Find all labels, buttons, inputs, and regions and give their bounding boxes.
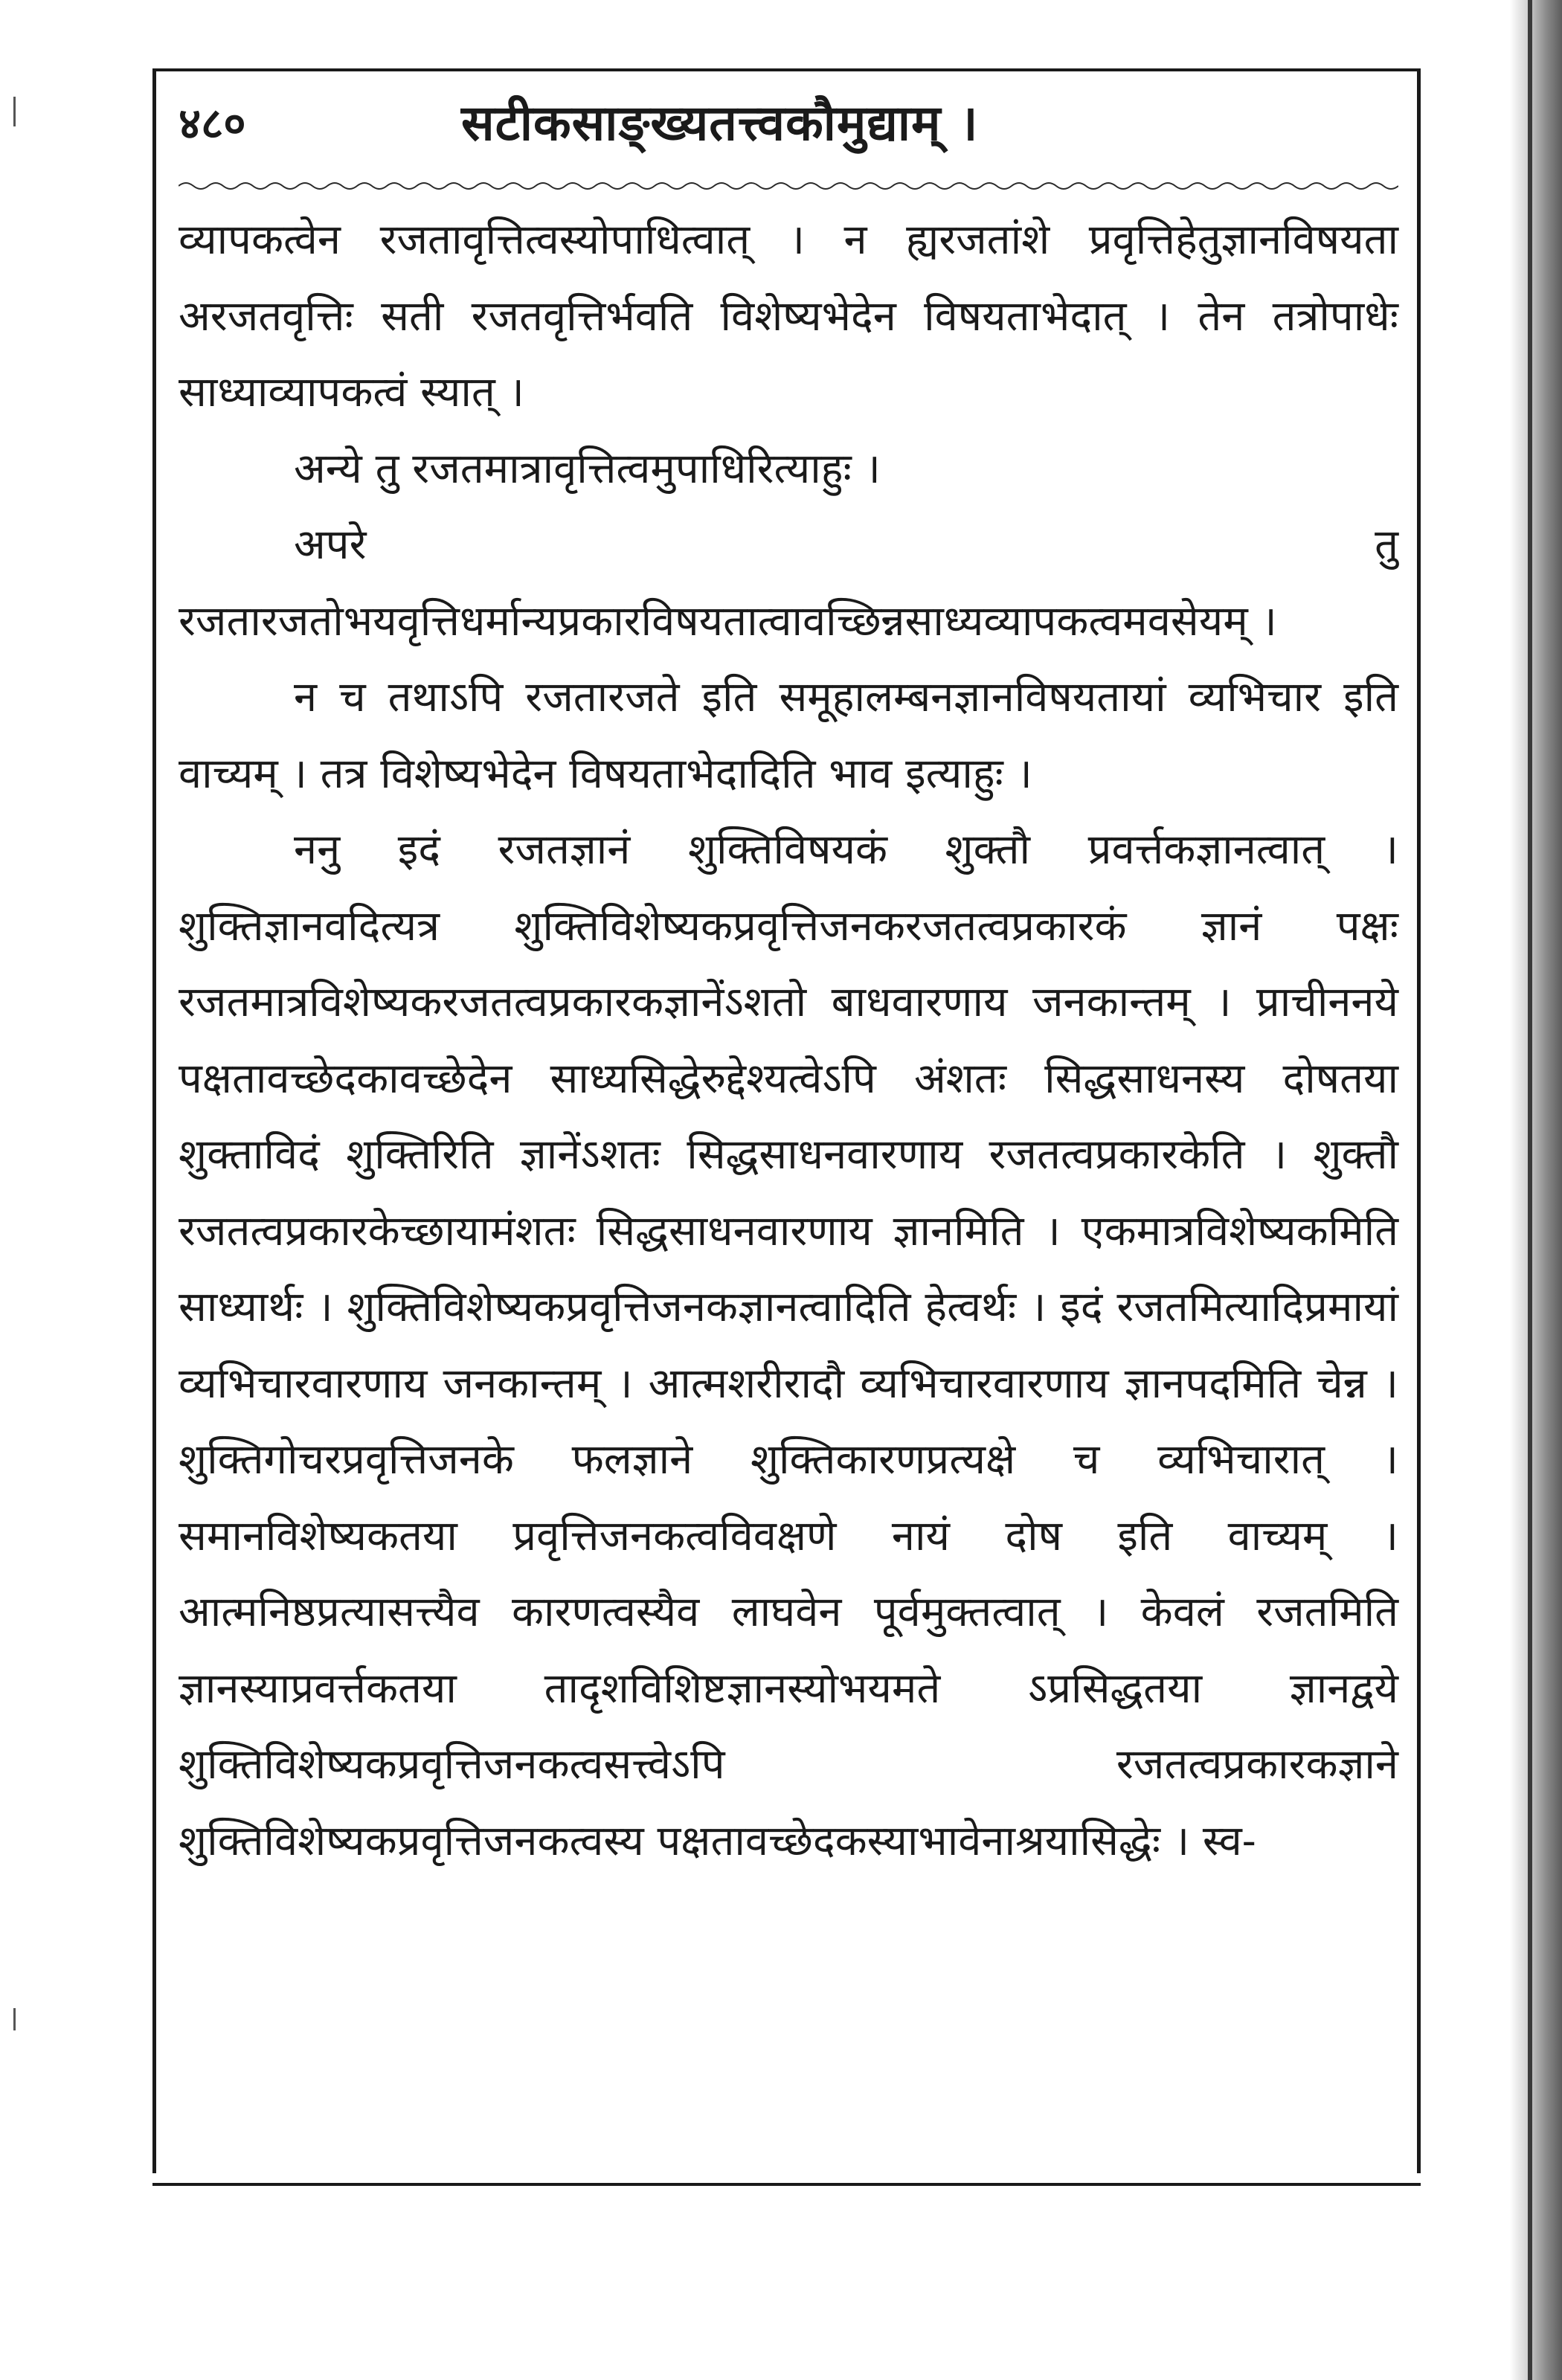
page-body: [179, 202, 1398, 1879]
page-header: [171, 88, 1398, 170]
page-bottom-rule: [152, 2183, 1421, 2186]
page-binding-edge: [1528, 0, 1532, 2380]
paragraph-5: ननु इदं रजतज्ञानं शुक्तिविषयकं शुक्तौ प्रवर्त्तकज्ञानत्वात् । शुक्तिज्ञानवदित्यत्र शुक्तिविशेष्यकप्रवृत्तिजनकरजतत्वप्रकारकं ज्ञानं पक्षः रजतमात्रविशेष्यकरजतत्वप्रकारकज्ञानेंऽशतो बाधवारणाय जनकान्तम् । प्राचीननये पक्षतावच्छेदकावच्छेदेन साध्यसिद्धेरुद्देश्यत्वेऽपि अंशतः सिद्धसाधनस्य दोषतया शुक्ताविदं शुक्तिरिति ज्ञानेंऽशतः सिद्धसाधनवारणाय रजतत्वप्रकारकेति । शुक्तौ रजतत्वप्रकारकेच्छायामंशतः सिद्धसाधनवारणाय ज्ञानमिति । एकमात्रविशेष्यकमिति साध्यार्थः । शुक्तिविशेष्यकप्रवृत्तिजनकज्ञानत्वादिति हेत्वर्थः । इदं रजतमित्यादिप्रमायां व्यभिचारवारणाय जनकान्तम् । आत्मशरीरादौ व्यभिचारवारणाय ज्ञानपदमिति चेन्न । शुक्तिगोचरप्रवृत्तिजनके फलज्ञाने शुक्तिकारणप्रत्यक्षे च व्यभिचारात् । समानविशेष्यकतया प्रवृत्तिजनकत्वविवक्षणे नायं दोष इति वाच्यम् । आत्मनिष्ठप्रत्यासत्त्यैव कारणत्वस्यैव लाघवेन पूर्वमुक्तत्वात् । केवलं रजतमिति ज्ञानस्याप्रवर्त्तकतया तादृशविशिष्टज्ञानस्योभयमते ऽप्रसिद्धतया ज्ञानद्वये शुक्तिविशेष्यकप्रवृत्तिजनकत्वसत्त्वेऽपि रजतत्वप्रकारकज्ञाने शुक्तिविशेष्यकप्रवृत्तिजनकत्वस्य पक्षतावच्छेदकस्याभावेनाश्रयासिद्धेः । स्व-: [179, 826, 1398, 1865]
page-binding-shadow: [1510, 0, 1562, 2380]
scan-mark: [13, 97, 16, 126]
running-title: सटीकसाङ्ख्यतत्त्वकौमुद्याम् ।: [461, 94, 979, 152]
page-number: ४८०: [179, 98, 246, 149]
paragraph-3: अपरे तु रजतारजतोभयवृत्तिधर्मान्यप्रकारविषयतात्वावच्छिन्नसाध्यव्यापकत्वमवसेयम् ।: [179, 521, 1398, 646]
header-wavy-rule: [179, 178, 1398, 193]
paragraph-4: न च तथाऽपि रजतारजते इति समूहालम्बनज्ञानविषयतायां व्यभिचार इति वाच्यम् । तत्र विशेष्यभेदेन विषयताभेदादिति भाव इत्याहुः ।: [179, 673, 1398, 798]
paragraph-1: व्यापकत्वेन रजतावृत्तित्वस्योपाधित्वात् । न ह्यरजतांशे प्रवृत्तिहेतुज्ञानविषयता अरजतवृत्तिः सती रजतवृत्तिर्भवति विशेष्यभेदेन विषयताभेदात् । तेन तत्रोपाधेः साध्याव्यापकत्वं स्यात् ।: [179, 216, 1398, 416]
paragraph-2: अन्ये तु रजतमात्रावृत्तित्वमुपाधिरित्याहुः ।: [294, 444, 881, 493]
scan-mark: [13, 2008, 16, 2030]
